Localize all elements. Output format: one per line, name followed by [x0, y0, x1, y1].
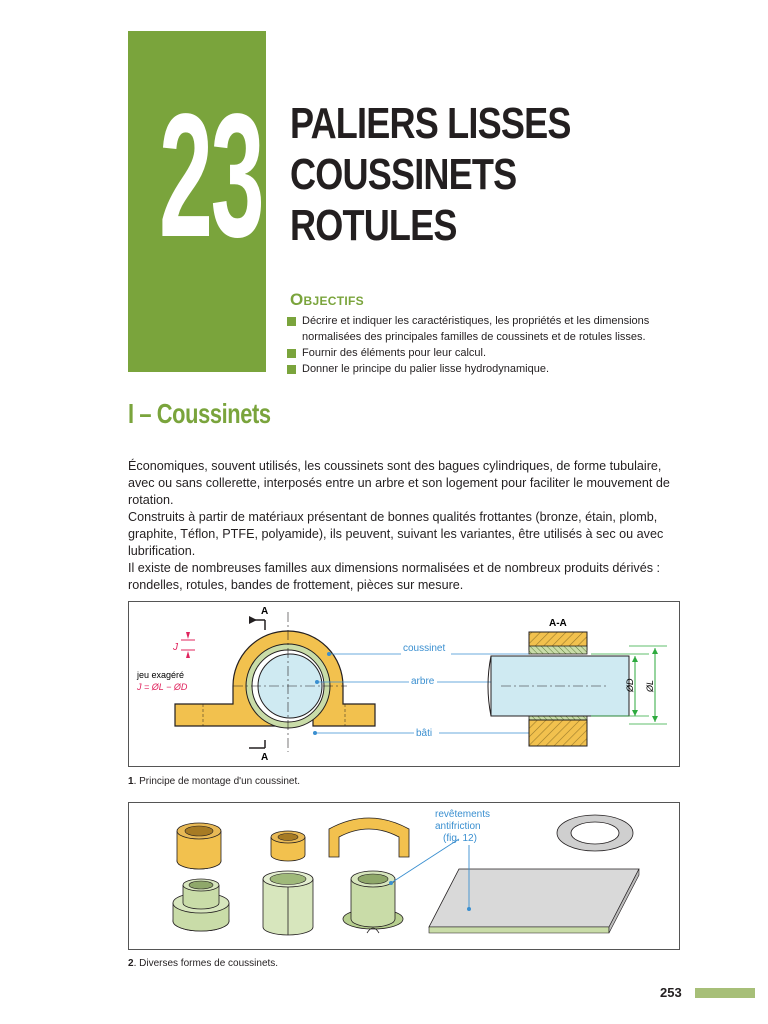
figure-1-bearing-assembly — [128, 601, 680, 767]
section-title: I – Coussinets — [128, 398, 271, 429]
revetements-label-line-1: revêtements — [435, 809, 491, 820]
bronze-bushing — [177, 823, 221, 869]
square-bullet-icon — [287, 349, 296, 358]
section-label-top: A — [261, 606, 269, 617]
coated-flanged-bushing — [343, 871, 403, 933]
paragraph-2: Construits à partir de matériaux présentant de bonnes qualités frottantes (bronze, étain, plomb, graphite, Téflon, PTFE, polyamide), ils peuvent, suivant les variantes, être utilisés à sec ou avec lubrification. — [128, 510, 664, 558]
objectives-heading: Objectifs — [290, 290, 364, 309]
square-bullet-icon — [287, 317, 296, 326]
flanged-bushing — [173, 879, 229, 931]
figure-2-number: 2 — [128, 958, 134, 969]
bearing-diagram — [129, 602, 679, 766]
clearance-marker — [181, 632, 195, 658]
jeu-formula: J = ØL − ØD — [137, 682, 188, 692]
square-bullet-icon — [287, 365, 296, 374]
objective-text: Donner le principe du palier lisse hydrodynamique. — [302, 363, 550, 375]
page-number-bar — [695, 988, 755, 998]
chapter-title-line-1: PALIERS LISSES — [290, 99, 571, 148]
section-arrow-bottom — [249, 740, 265, 748]
objective-item — [287, 313, 707, 345]
chapter-title-line-3: ROTULES — [290, 201, 457, 250]
objective-item — [287, 361, 707, 377]
bushing-types-illustration — [129, 803, 679, 949]
dimension-d-label: ØD — [625, 678, 635, 692]
figure-1-number: 1 — [128, 776, 134, 787]
friction-strip — [429, 869, 639, 933]
page-number: 253 — [660, 985, 682, 1000]
figure-2-caption-text: . Diverses formes de coussinets. — [133, 958, 279, 969]
chapter-title — [290, 98, 571, 251]
dimension-l-label: ØL — [645, 679, 655, 692]
split-bushing — [263, 871, 313, 935]
revetements-label-line-2: antifriction — [435, 821, 481, 832]
small-bronze-bushing — [271, 831, 305, 861]
figure-2-bushing-types — [128, 802, 680, 950]
paragraph-3: Il existe de nombreuses familles aux dimensions normalisées et de nombreux produits dérivés : rondelles, rotules, bandes de frottement, pièces sur mesure. — [128, 561, 660, 592]
paragraph-1: Économiques, souvent utilisés, les coussinets sont des bagues cylindriques, de forme tubulaire, avec ou sans collerette, interposés entre un arbre et son logement pour faciliter le mouvement de rotation. — [128, 459, 670, 507]
half-shell-bushing — [329, 818, 409, 857]
clearance-j-label: J — [173, 642, 178, 653]
arbre-label: arbre — [411, 676, 435, 687]
figure-1-caption-text: . Principe de montage d'un coussinet. — [133, 776, 301, 787]
objective-item — [287, 345, 707, 361]
objective-text: Décrire et indiquer les caractéristiques, les propriétés et les dimensions normalisées des principales familles de coussinets et de rotules lisses. — [302, 315, 650, 343]
thrust-washer — [557, 815, 633, 851]
coussinet-label: coussinet — [403, 643, 446, 654]
chapter-title-line-2: COUSSINETS — [290, 150, 517, 199]
section-arrow-top — [249, 616, 265, 630]
objectives-list — [287, 313, 707, 377]
jeu-label: jeu exagéré — [137, 670, 185, 680]
objective-text: Fournir des éléments pour leur calcul. — [302, 347, 487, 359]
figure-1-caption — [128, 776, 300, 787]
section-view-label: A-A — [549, 618, 567, 629]
chapter-number: 23 — [159, 78, 263, 274]
section-label-bottom: A — [261, 752, 269, 763]
bati-label: bâti — [416, 728, 433, 739]
figure-2-caption — [128, 958, 278, 969]
section-view-a-a — [488, 632, 667, 746]
revetements-label-line-3: (fig. 12) — [443, 833, 477, 844]
